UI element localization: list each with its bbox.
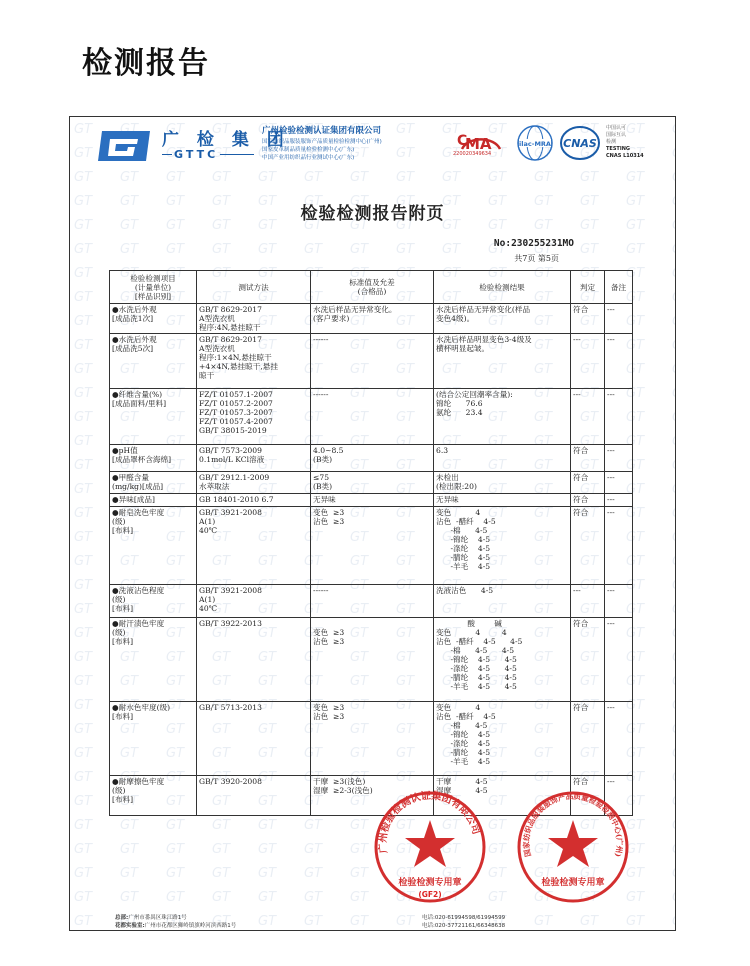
cell-result: 变色 4 沾色 -醋纤 4-5 -棉 4-5 -锦纶 4-5 -涤纶 4-5 -腈纶 4-5 -羊毛 4-5 bbox=[434, 702, 571, 776]
cell-judgement: 符合 bbox=[571, 507, 605, 585]
cell-remark: --- bbox=[605, 334, 633, 389]
cell-item: ●甲醛含量 (mg/kg)[成品] bbox=[110, 472, 197, 494]
hq-label: 总部: bbox=[115, 915, 129, 921]
cell-judgement: 符合 bbox=[571, 472, 605, 494]
cell-remark: --- bbox=[605, 507, 633, 585]
cell-item: ●洗液沾色程度 (级) [布料] bbox=[110, 585, 197, 618]
branch-label: 花都实验室: bbox=[115, 923, 145, 929]
cell-method: FZ/T 01057.1-2007 FZ/T 01057.2-2007 FZ/T 01057.3-2007 FZ/T 01057.4-2007 GB/T 38015-2019 bbox=[197, 389, 311, 445]
table-row bbox=[110, 618, 633, 702]
phone-hq: 电话:020-61994598/61994599 bbox=[422, 915, 506, 921]
header-judgement: 判定 bbox=[571, 271, 605, 304]
table-row bbox=[110, 445, 633, 472]
cell-standard: ------ bbox=[311, 585, 434, 618]
cnas-mark-icon bbox=[560, 125, 600, 161]
stamp-left-seal-icon bbox=[373, 790, 487, 904]
header-result: 检验检测结果 bbox=[434, 271, 571, 304]
cell-item: ●pH值 [成品罩杯含海绵] bbox=[110, 445, 197, 472]
cell-remark: --- bbox=[605, 445, 633, 472]
cell-result: (结合公定回潮率含量): 锦纶 76.6 氨纶 23.4 bbox=[434, 389, 571, 445]
cell-remark: --- bbox=[605, 472, 633, 494]
cell-item: ●异味[成品] bbox=[110, 494, 197, 507]
inspection-stamp-left bbox=[373, 790, 487, 904]
cell-item: ●耐水色牢度(级) [布料] bbox=[110, 702, 197, 776]
cell-result: 变色 4 沾色 -醋纤 4-5 -棉 4-5 -锦纶 4-5 -涤纶 4-5 -腈纶 4-5 -羊毛 4-5 bbox=[434, 507, 571, 585]
cell-judgement: 符合 bbox=[571, 702, 605, 776]
cell-result: 无异味 bbox=[434, 494, 571, 507]
cell-judgement: --- bbox=[571, 389, 605, 445]
cnas-line-2: 国际互认 bbox=[606, 132, 627, 138]
cell-method: GB/T 3921-2008 A(1) 40℃ bbox=[197, 507, 311, 585]
table-row bbox=[110, 389, 633, 445]
cell-judgement: 符合 bbox=[571, 776, 605, 816]
cell-judgement: 符合 bbox=[571, 304, 605, 334]
cell-method: GB/T 8629-2017 A型洗衣机 程序:1×4N,悬挂晾干 +4×4N,悬挂晾干,悬挂 晾干 bbox=[197, 334, 311, 389]
stamp-right-seal-icon bbox=[516, 790, 630, 904]
cell-standard: 水洗后样品无异常变化。 (客户要求) bbox=[311, 304, 434, 334]
cell-method: GB/T 3920-2008 bbox=[197, 776, 311, 816]
branch-address bbox=[115, 921, 236, 929]
cell-method: GB/T 3922-2013 bbox=[197, 618, 311, 702]
cell-result: 干摩 4-5 湿摩 4-5 bbox=[434, 776, 571, 816]
cell-result: 水洗后样品无异常变化(样品 变色4级)。 bbox=[434, 304, 571, 334]
cell-remark: --- bbox=[605, 702, 633, 776]
report-number: No:230255231MO bbox=[493, 238, 574, 249]
cell-method: GB/T 8629-2017 A型洗衣机 程序:4N,悬挂晾干 bbox=[197, 304, 311, 334]
header-remark: 备注 bbox=[605, 271, 633, 304]
table-row bbox=[110, 702, 633, 776]
report-sheet bbox=[69, 116, 676, 931]
cell-result: 未检出 (检出限:20) bbox=[434, 472, 571, 494]
brand-name-en: GTTC bbox=[174, 148, 219, 161]
company-name: 广州检验检测认证集团有限公司 bbox=[262, 126, 382, 136]
cnas-line-4: TESTING bbox=[606, 146, 630, 152]
cell-standard: 4.0~8.5 (B类) bbox=[311, 445, 434, 472]
cell-standard: 变色 ≥3 沾色 ≥3 bbox=[311, 507, 434, 585]
results-table bbox=[109, 270, 633, 816]
cell-standard: ≤75 (B类) bbox=[311, 472, 434, 494]
svg-text:ilac-MRA: ilac-MRA bbox=[519, 140, 551, 148]
cell-judgement: 符合 bbox=[571, 494, 605, 507]
cell-judgement: 符合 bbox=[571, 445, 605, 472]
report-title: 检验检测报告附页 bbox=[300, 204, 445, 224]
cell-remark: --- bbox=[605, 618, 633, 702]
cell-item: ●耐皂洗色牢度 (级) [布料] bbox=[110, 507, 197, 585]
page-title: 检测报告 bbox=[82, 46, 210, 81]
cell-result: 6.3 bbox=[434, 445, 571, 472]
svg-text:检验检测专用章: 检验检测专用章 bbox=[541, 878, 605, 888]
gttc-logo-icon bbox=[94, 127, 154, 165]
cell-remark: --- bbox=[605, 585, 633, 618]
cell-method: GB/T 2912.1-2009 水萃取法 bbox=[197, 472, 311, 494]
cnas-line-5: CNAS L10314 bbox=[606, 153, 644, 159]
svg-text:检验检测专用章: 检验检测专用章 bbox=[398, 878, 462, 888]
cell-item: ●水洗后外观 [成品洗1次] bbox=[110, 304, 197, 334]
cell-judgement: --- bbox=[571, 585, 605, 618]
header-item: 检验检测项目 (计量单位) [样品识别] bbox=[110, 271, 197, 304]
header-method: 测试方法 bbox=[197, 271, 311, 304]
stamp-left-code: (GF2) bbox=[418, 890, 442, 899]
cnas-line-3: 检测 bbox=[606, 139, 617, 145]
cell-standard: 变色 ≥3 沾色 ≥3 bbox=[311, 618, 434, 702]
brand-name-cn: 广 检 集 团 bbox=[162, 130, 290, 150]
table-row bbox=[110, 334, 633, 389]
svg-text:C: C bbox=[457, 133, 468, 149]
cell-method: GB/T 3921-2008 A(1) 40℃ bbox=[197, 585, 311, 618]
header-standard: 标准值及允差 (合格品) bbox=[311, 271, 434, 304]
ilac-mra-mark-icon bbox=[516, 124, 554, 162]
branch-address-text: 广州市花都区狮岭镇旗岭河滨西路1号 bbox=[144, 923, 237, 929]
cnas-line-1: 中国认可 bbox=[606, 125, 627, 131]
cell-standard: 无异味 bbox=[311, 494, 434, 507]
hq-address-text: 广州市番禺区珠江路1号 bbox=[128, 915, 187, 921]
cell-item: ●耐汗渍色牢度 (级) [布料] bbox=[110, 618, 197, 702]
cell-item: ●耐摩擦色牢度 (级) [布料] bbox=[110, 776, 197, 816]
cell-remark: --- bbox=[605, 776, 633, 816]
cell-result: 洗液沾色 4-5 bbox=[434, 585, 571, 618]
table-row bbox=[110, 507, 633, 585]
cell-result: 水洗后样品明显变色3-4级及 横杯明显起皱。 bbox=[434, 334, 571, 389]
page-count: 共7页 第5页 bbox=[514, 254, 559, 263]
table-row bbox=[110, 472, 633, 494]
svg-text:国家纺织品服装服饰产品质量检验检测中心(广州): 国家纺织品服装服饰产品质量检验检测中心(广州) bbox=[521, 791, 625, 859]
table-row bbox=[110, 304, 633, 334]
cell-item: ●水洗后外观 [成品洗5次] bbox=[110, 334, 197, 389]
cell-remark: --- bbox=[605, 389, 633, 445]
cell-remark: --- bbox=[605, 494, 633, 507]
cell-judgement: 符合 bbox=[571, 618, 605, 702]
inspection-stamp-right bbox=[516, 790, 630, 904]
cell-method: GB/T 5713-2013 bbox=[197, 702, 311, 776]
center-name-2: 国家皮革制品质量检验检测中心(广东) bbox=[262, 147, 355, 153]
cell-method: GB/T 7573-2009 0.1mol/L KCl溶液 bbox=[197, 445, 311, 472]
cell-item: ●纤维含量(%) [成品面料/里料] bbox=[110, 389, 197, 445]
table-row bbox=[110, 494, 633, 507]
phone-branch: 电话:020-37721161/66348638 bbox=[422, 923, 506, 929]
cell-result: 酸 碱 变色 4 4 沾色 -醋纤 4-5 4-5 -棉 4-5 4-5 -锦纶 4-5 4-5 -涤纶 4-5 4-5 -腈纶 4-5 4-5 -羊毛 4-5 4-5 bbox=[434, 618, 571, 702]
svg-text:CNAS: CNAS bbox=[563, 137, 597, 150]
svg-text:广州检验检测认证集团有限公司: 广州检验检测认证集团有限公司 bbox=[377, 790, 482, 854]
center-name-3: 中国产业用纺织品行业测试中心(广东) bbox=[262, 155, 355, 161]
cma-number: 220020349634 bbox=[453, 151, 492, 157]
cell-standard: ------ bbox=[311, 334, 434, 389]
cell-standard: 干摩 ≥3(浅色) 湿摩 ≥2-3(浅色) bbox=[311, 776, 434, 816]
hq-address bbox=[115, 913, 187, 921]
cell-standard: ------ bbox=[311, 389, 434, 445]
cell-remark: --- bbox=[605, 304, 633, 334]
svg-text:MA: MA bbox=[465, 135, 492, 153]
cell-method: GB 18401-2010 6.7 bbox=[197, 494, 311, 507]
cell-standard: 变色 ≥3 沾色 ≥3 bbox=[311, 702, 434, 776]
cell-judgement: --- bbox=[571, 334, 605, 389]
table-header-row bbox=[110, 271, 633, 304]
center-name-1: 国家纺织品服装服饰产品质量检验检测中心(广州) bbox=[262, 139, 382, 145]
table-row bbox=[110, 585, 633, 618]
